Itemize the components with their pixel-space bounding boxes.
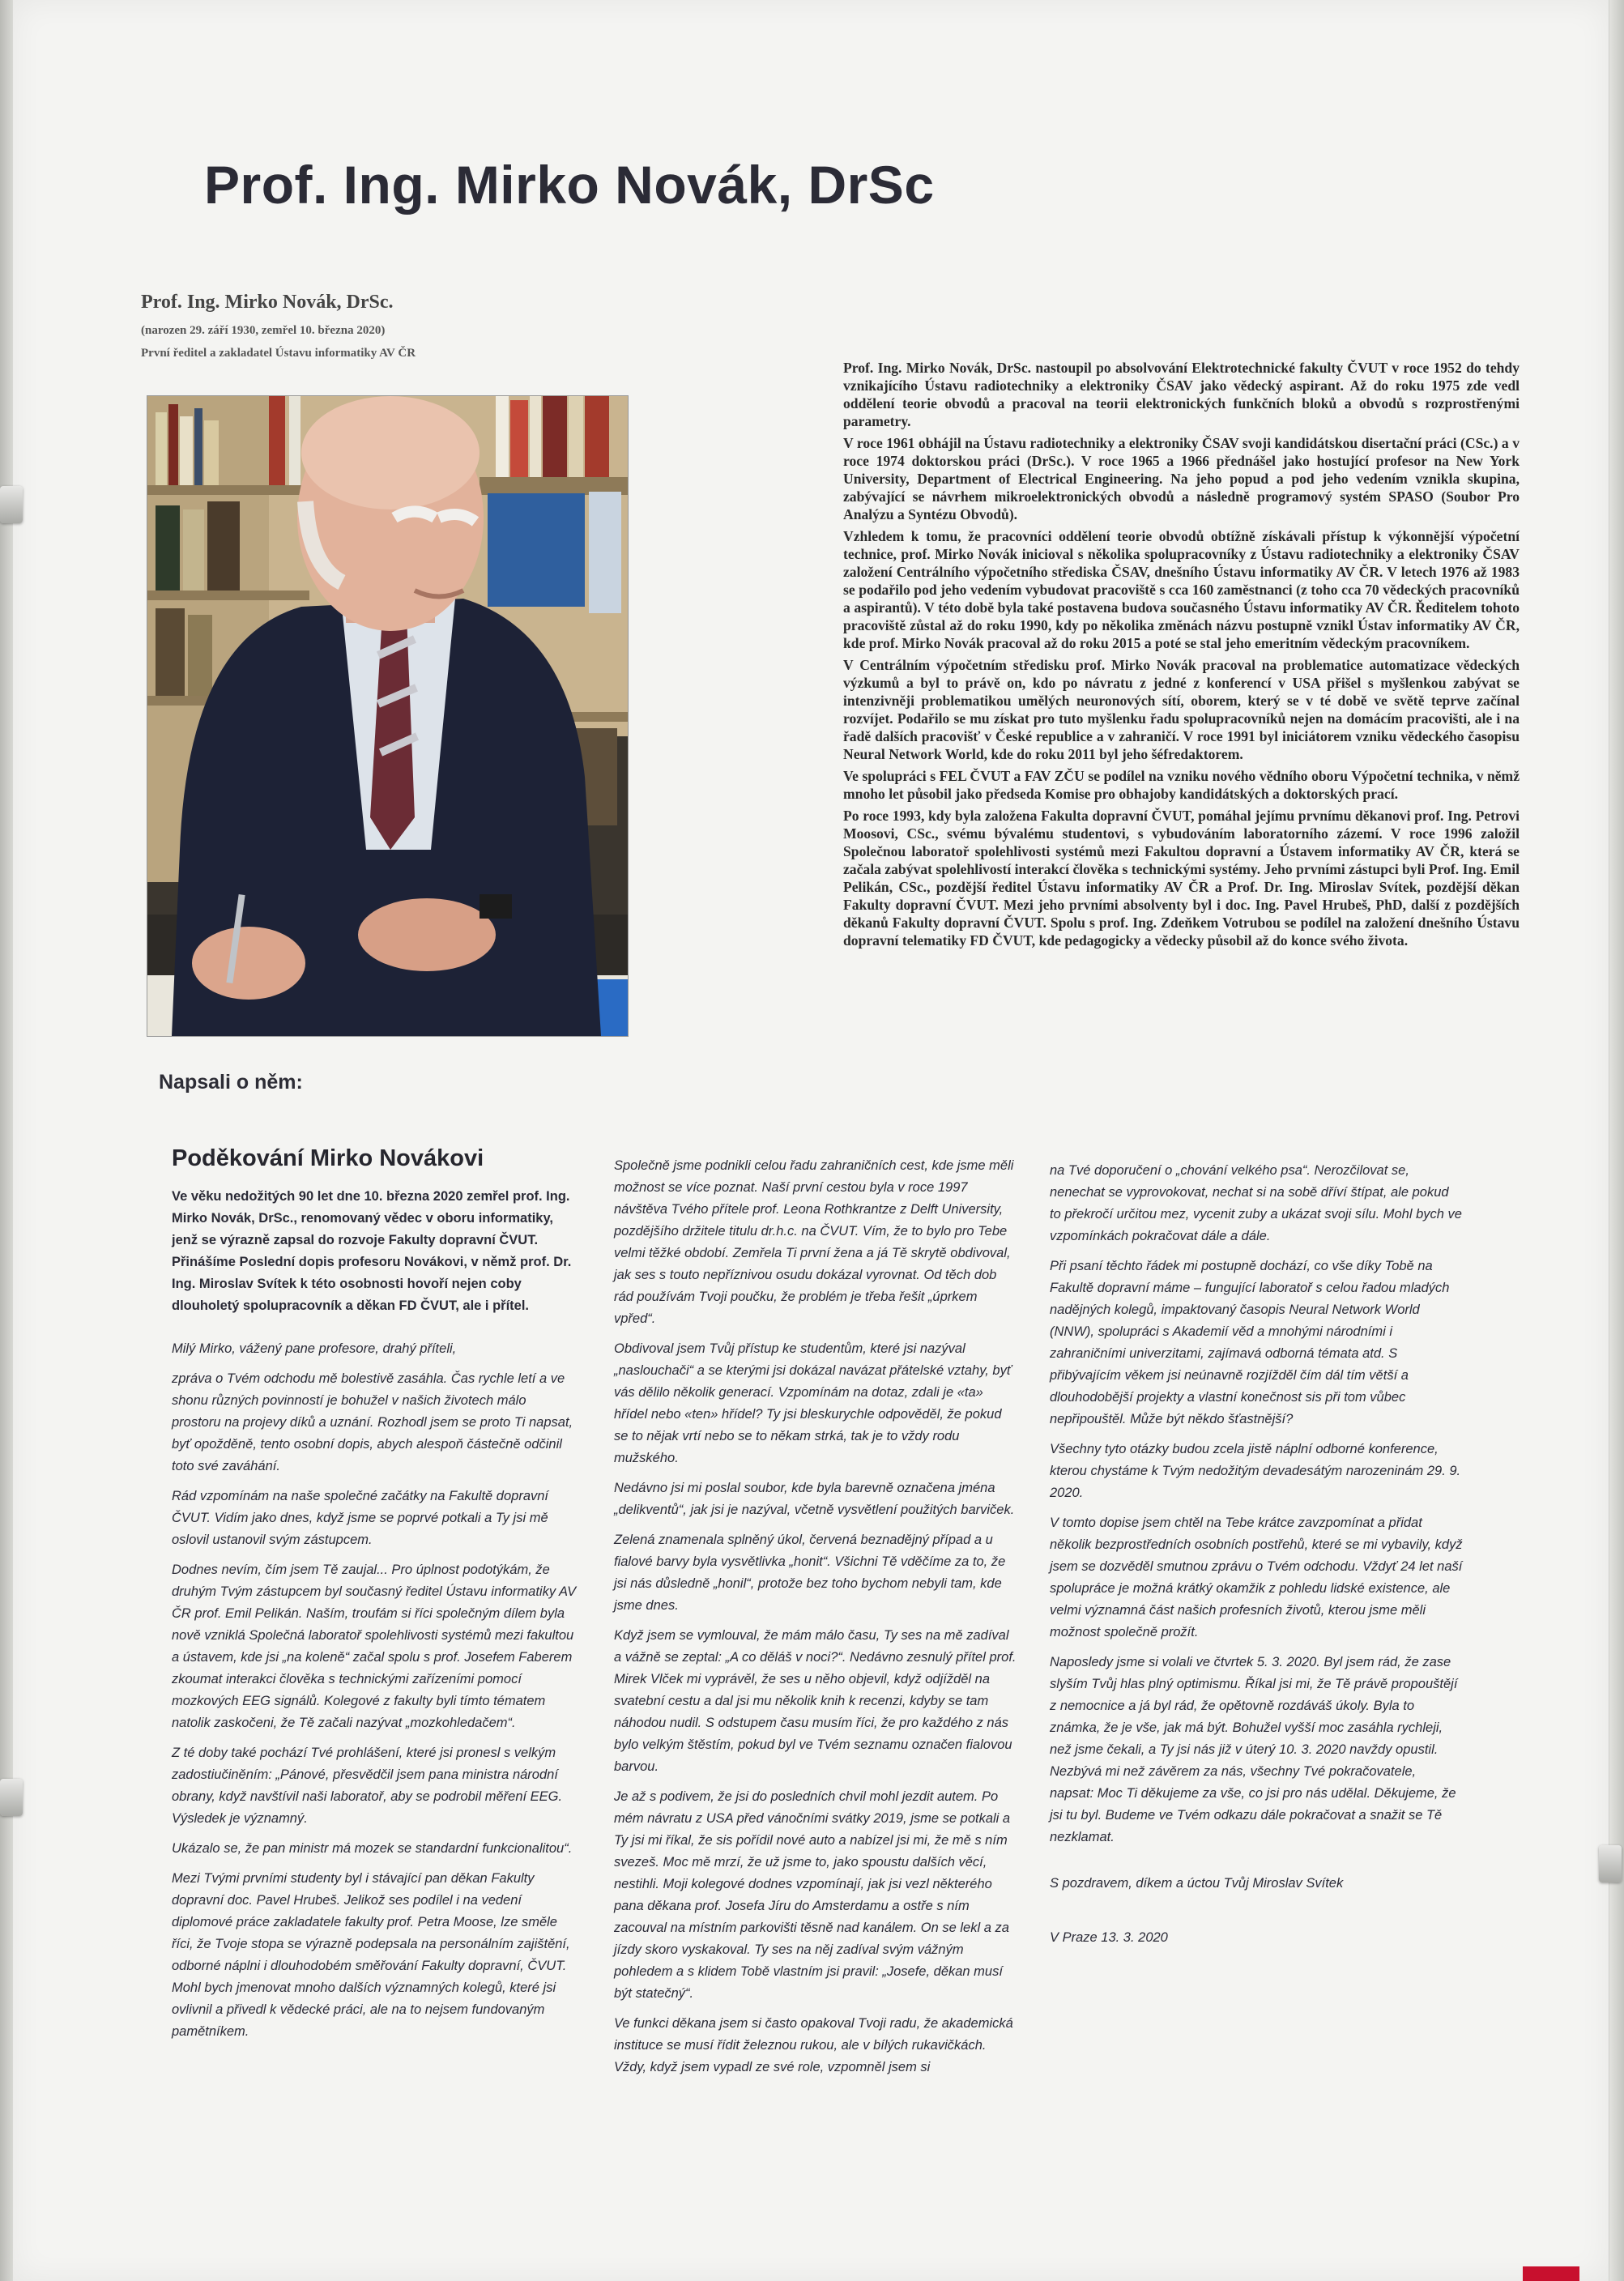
letter-paragraph: Společně jsme podnikli celou řadu zahraničních cest, kde jsme měli možnost se více poznat. Naší první cestou byla v roce 1997 návštěva Tvého přítele prof. Leona Rothkrantze z Delft University, pozdějšího držitele titulu dr.h.c. na ČVUT. Vím, že to bylo pro Tebe velmi těžké období. Zemřela Ti první žena a já Tě skrytě obdivoval, jak ses s touto nepříznivou osudu dokázal vyrovnat. Od těch dob rád používám Tvoji poučku, že problém je třeba řešit „úprkem vpřed“. [614, 1158, 1014, 1326]
bio-dates: (narozen 29. září 1930, zemřel 10. března 2020) [141, 324, 386, 337]
letter-paragraph: Mezi Tvými prvními studenty byl i stávající pan děkan Fakulty dopravní doc. Pavel Hrubeš. Jelikož ses podílel i na vedení diplomové práce zakladatele fakulty prof. Petra Moose, lze směle říci, že Tvoje stopa se výrazně podepsala na personálním zajištění, odborné náplni i dlouhodobém směřování Fakulty dopravní, ČVUT. Mohl bych jmenovat mnoho dalších významných kolegů, které jsi ovlivnil a přivedl k vědecké práci, ale na to nejsem fundovaným pamětníkem. [172, 1871, 570, 2039]
letter-column-3 [1050, 1160, 1463, 1957]
bio-paragraph: Po roce 1993, kdy byla založena Fakulta dopravní ČVUT, pomáhal jejímu prvnímu děkanovi prof. Ing. Petrovi Moosovi, CSc., svému bývalému studentovi, s vybudováním laboratorního zázemí. V roce 1996 založil Společnou laboratoř spolehlivosti systémů mezi Fakultou dopravní a Ústavem informatiky AV ČR, která se začala zabývat spolehlivostí interakcí člověka s technickými systémy. Jeho prvními zástupci byli Prof. Ing. Emil Pelikán, CSc., pozdější ředitel Ústavu informatiky AV ČR a Prof. Dr. Ing. Miroslav Svítek, pozdější děkan Fakulty dopravní ČVUT. Mezi jeho prvními absolventy byl i doc. Ing. Pavel Hrubeš, PhD, další z pozdějších děkanů Fakulty dopravní ČVUT. Spolu s prof. Ing. Zdeňkem Votrubou se podílel na založení dnešního Ústavu dopravní telematiky FD ČVUT, kde pedagogicky a vědecky působil až do konce svého života. [843, 808, 1520, 949]
clip-left-bottom [0, 1779, 23, 1816]
letter-paragraph: Nedávno jsi mi poslal soubor, kde byla barevně označena jména „delikventů“, jak jsi je nazýval, včetně vysvětlení použitých barviček. [614, 1481, 1015, 1517]
poster [13, 0, 1609, 2281]
section-heading-wrote: Napsali o něm: [159, 1071, 303, 1094]
letter-lead: Ve věku nedožitých 90 let dne 10. března 2020 zemřel prof. Ing. Mirko Novák, DrSc., renomovaný vědec v oboru informatiky, jenž se výrazně zapsal do rozvoje Fakulty dopravní ČVUT. Přinášíme Poslední dopis profesoru Novákovi, v němž prof. Dr. Ing. Miroslav Svítek k této osobnosti hovoří nejen coby dlouholetý spolupracovník a děkan FD ČVUT, ale i přítel. [172, 1189, 572, 1313]
bio-paragraph: V roce 1961 obhájil na Ústavu radiotechniky a elektroniky ČSAV svoji kandidátskou disertační práci (CSc.) a v roce 1974 doktorskou práci (DrSc.). V roce 1965 a 1966 přednášel jako hostující profesor na New York University, Department of Electrical Engineering. Na jeho popud a pod jeho vedením vznikla skupina, zabývající se návrhem mikroelektronických obvodů a následně programový systém SPASO (Soubor Pro Analýzu a Syntézu Obvodů). [843, 435, 1520, 522]
letter-paragraph: V tomto dopise jsem chtěl na Tebe krátce zavzpomínat a přidat několik bezprostředních osobních postřehů, které se mi vybavily, když jsem se dozvěděl smutnou zprávu o Tvém odchodu. Vždyť 24 let naší spolupráce je možná krátký okamžik z pohledu lidské existence, ale velmi významná část našich profesních životů, kterou jsme měli možnost společně prožít. [1050, 1516, 1463, 1639]
clip-right [1599, 1845, 1622, 1882]
letter-paragraph: Obdivoval jsem Tvůj přístup ke studentům, které jsi nazýval „naslouchači“ a se kterými jsi dokázal navázat přátelské vztahy, byť vás dělilo několik generací. Vzpomínám na dotaz, zdali je «ta» hřídel nebo «ten» hřídel? Ty jsi bleskurychle odpověděl, že pokud se to nějak vrtí nebo se to někam strká, tak je to vždy rodu mužského. [614, 1341, 1012, 1465]
letter-date: V Praze 13. 3. 2020 [1050, 1930, 1168, 1945]
page-title: Prof. Ing. Mirko Novák, DrSc [204, 155, 935, 215]
letter-paragraph: Naposledy jsme si volali ve čtvrtek 5. 3. 2020. Byl jsem rád, že zase slyším Tvůj hlas plný optimismu. Říkal jsi mi, že Tě právě propouštějí z nemocnice a já byl rád, že opětovně rozdáváš úkoly. Byla to známka, že je vše, jak má být. Bohužel vyšší moc zasáhla rychleji, než jsme čekali, a Ty jsi nás již v úterý 10. 3. 2020 navždy opustil. Nezbývá mi než závěrem za nás, všechny Tvé pokračovatele, napsat: Moc Ti děkujeme za vše, co jsi pro nás udělal. Děkujeme, že jsi tu byl. Budeme ve Tvém odkazu dále pokračovat a snažit se Tě nezklamat. [1050, 1655, 1458, 1844]
letter-paragraph: zpráva o Tvém odchodu mě bolestivě zasáhla. Čas rychle letí a ve shonu různých povinností je bohužel v našich životech málo prostoru na projevy díků a uznání. Rozhodl jsem se proto Ti napsat, byť opožděně, tento osobní dopis, abych alespoň částečně odčinil toto své zaváhání. [172, 1371, 573, 1473]
letter-paragraph: Dodnes nevím, čím jsem Tě zaujal... Pro úplnost podotýkám, že druhým Tvým zástupcem byl současný ředitel Ústavu informatiky AV ČR prof. Emil Pelikán. Naším, troufám si říci společným dílem byla nově vzniklá Společná laboratoř spolehlivosti systémů mezi fakultou a ústavem, kde jsi „na koleně“ začal spolu s prof. Josefem Faberem zkoumat interakci člověka s technickými zařízeními pomocí mozkových EEG signálů. Kolegové z fakulty byli tímto tématem natolik zaskočeni, že Tě začali nazývat „mozkohledačem“. [172, 1563, 577, 1730]
letter-paragraph: Všechny tyto otázky budou zcela jistě náplní odborné konference, kterou chystáme k Tvým nedožitým devadesátým narozeninám 29. 9. 2020. [1050, 1442, 1461, 1500]
letter-signature: S pozdravem, díkem a úctou Tvůj Miroslav Svítek [1050, 1876, 1344, 1891]
letter-column-2 [614, 1155, 1019, 2087]
letter-paragraph: Při psaní těchto řádek mi postupně dochází, co vše díky Tobě na Fakultě dopravní máme – fungující laboratoř s celou řadou mladých nadějných kolegů, impaktovaný časopis Neural Network World (NNW), spolupráci s Akademií věd a mnohými národními i zahraničními univerzitami, zajímavá odborná témata atd. S přibývajícím věkem jsi neúnavně rozjížděl čím dál tím větší a dlouhodobější projekty a vlastní konečnost sis při tom vůbec nepřipouštěl. Může být někdo šťastnější? [1050, 1259, 1450, 1426]
bio-role: První ředitel a zakladatel Ústavu informatiky AV ČR [141, 347, 416, 360]
portrait-photo [147, 395, 629, 1037]
letter-paragraph: Ukázalo se, že pan ministr má mozek se standardní funkcionalitou“. [172, 1841, 573, 1856]
red-accent-mark [1523, 2266, 1579, 2281]
letter-paragraph: Ve funkci děkana jsem si často opakoval Tvoji radu, že akademická instituce se musí řídit železnou rukou, ale v bílých rukavičkách. Vždy, když jsem vypadl ze své role, vzpomněl jsem si [614, 2016, 1013, 2074]
letter-paragraph: Zelená znamenala splněný úkol, červená beznadějný případ a u fialové barvy byla vysvětlivka „honit“. Všichni Tě vděčíme za to, že jsi nás důsledně „honil“, protože bez toho bychom nebyli tam, kde jsme dnes. [614, 1533, 1006, 1613]
bio-name: Prof. Ing. Mirko Novák, DrSc. [141, 292, 394, 313]
letter-paragraph: Když jsem se vymlouval, že mám málo času, Ty ses na mě zadíval a vážně se zeptal: „A co děláš v noci?“. Nedávno zesnulý přítel prof. Mirek Vlček mi vyprávěl, že ses u něho objevil, když odjížděl na svatební cestu a dal jsi mu několik knih k recenzi, kdyby se tam náhodou nudil. S odstupem času musím říci, že pro každého z nás bylo velkým štěstím, pokud byl ve Tvém seznamu označen fialovou barvou. [614, 1628, 1017, 1774]
letter-column-1 [172, 1144, 577, 2051]
letter-paragraph: Z té doby také pochází Tvé prohlášení, které jsi pronesl s velkým zadostiučiněním: „Pánové, přesvědčil jsem pana ministra národní obrany, když navštívil naši laboratoř, aby se podrobil měření EEG. Výsledek je významný. [172, 1746, 563, 1826]
bio-paragraph: Ve spolupráci s FEL ČVUT a FAV ZČU se podílel na vzniku nového vědního oboru Výpočetní technika, v němž mnoho let působil jako předseda Komise pro obhajoby kandidátských a doktorských prací. [843, 768, 1520, 802]
bio-paragraph: Prof. Ing. Mirko Novák, DrSc. nastoupil po absolvování Elektrotechnické fakulty ČVUT v roce 1952 do tehdy vznikajícího Ústavu radiotechniky a elektroniky ČSAV jako vědecký aspirant. Až do roku 1975 zde vedl oddělení teorie obvodů a pracoval na teorii elektronických funkčních bloků a obvodů s rozprostřenými parametry. [843, 360, 1520, 429]
wall-right [1609, 0, 1624, 2281]
letter-paragraph: Milý Mirko, vážený pane profesore, drahý příteli, [172, 1341, 457, 1356]
bio-text [843, 359, 1520, 953]
letter-paragraph: Je až s podivem, že jsi do posledních chvil mohl jezdit autem. Po mém návratu z USA před vánočními svátky 2019, jsme se potkali a Ty jsi mi říkal, že sis pořídil nové auto a nabízel jsi mi, že mě s ním svezeš. Moc mě mrzí, že už jsme to, jako spoustu dalších věcí, nestihli. Moji kolegové dodnes vzpomínají, jak jsi vezl některého pana děkana prof. Josefa Jíru do Amsterdamu a ostře s ním zacouval na místním parkovišti těsně nad kanálem. On se lekl a za jízdy skoro vyskakoval. Ty ses na něj zadíval svým vážným pohledem a s klidem Tobě vlastním jsi pravil: „Josefe, děkan musí být statečný“. [614, 1789, 1011, 2001]
letter-paragraph: na Tvé doporučení o „chování velkého psa“. Nerozčilovat se, nenechat se vyprovokovat, nechat si na sobě dříví štípat, ale pokud to překročí určitou mez, vycenit zuby a ukázat svoji sílu. Mohl bych ve vzpomínkách pokračovat dále a dále. [1050, 1163, 1462, 1243]
bio-paragraph: V Centrálním výpočetním středisku prof. Mirko Novák pracoval na problematice automatizace vědeckých výzkumů a byl to právě on, kdo po návratu z jedné z konferencí v USA přišel s myšlenkou zabývat se intenzivněji problematikou umělých neuronových sítí, oborem, který se v té době ve světě teprve začínal rozvíjet. Podařilo se mu získat pro tuto myšlenku řadu spolupracovníků nejen na domácím pracovišti, ale i na řadě dalších pracovišť v České republice a v zahraničí. V roce 1991 byl iniciátorem vzniku vědeckého časopisu Neural Network World, kde do roku 2011 byl jeho šéfredaktorem. [843, 657, 1520, 762]
clip-left-top [0, 486, 23, 523]
letter-paragraph: Rád vzpomínám na naše společné začátky na Fakultě dopravní ČVUT. Vidím jako dnes, když jsme se poprvé potkali a Ty jsi mě oslovil ustanovil svým zástupcem. [172, 1489, 549, 1547]
letter-heading: Poděkování Mirko Novákovi [172, 1145, 484, 1171]
bio-paragraph: Vzhledem k tomu, že pracovníci oddělení teorie obvodů obtížně získávali přístup k výkonnější výpočetní technice, prof. Mirko Novák inicioval s několika spolupracovníky z Ústavu radiotechniky a elektroniky ČSAV založení Centrálního výpočetního střediska ČSAV, dnešního Ústavu informatiky AV ČR. V letech 1976 až 1983 se podařilo pod jeho vedením vybudovat pracoviště s cca 160 zaměstnanci (z toho cca 70 vědeckých pracovníků a aspirantů). V této době byla také postavena budova současného Ústavu informatiky AV ČR. Ředitelem tohoto pracoviště zůstal až do roku 1990, kdy po několika změnách názvu postupně vznikl Ústav informatiky AV ČR, kde prof. Mirko Novák pracoval až do roku 2015 a poté se stal jeho emeritním vědeckým pracovníkem. [843, 528, 1520, 651]
